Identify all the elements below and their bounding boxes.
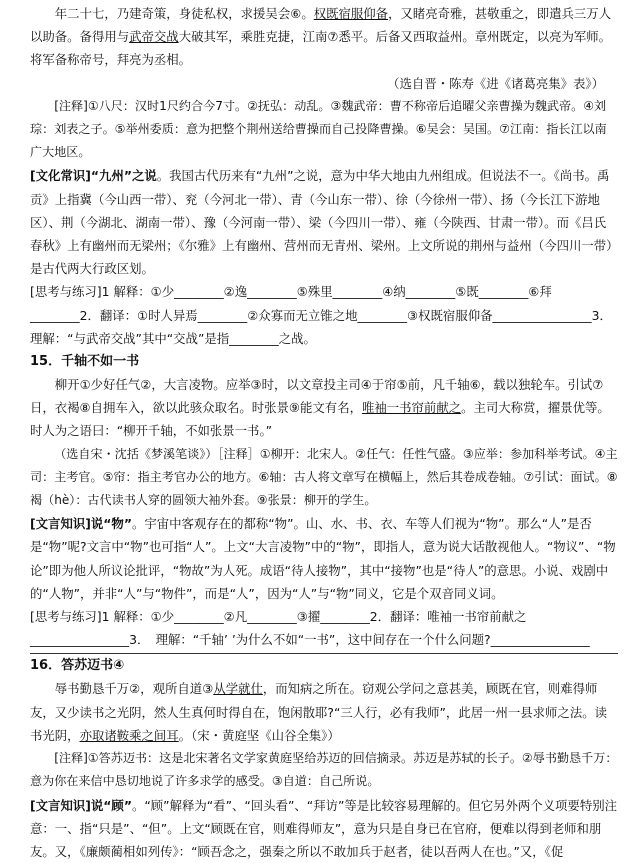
sec16-culture [30,794,618,863]
sec16-underline-2: 亦取诸鞍乘之间耳 [80,728,179,743]
sec15-title: 15．千轴不如一书 [30,350,618,373]
sec14-underline-1: 权既宿服仰备 [314,6,388,21]
sec16-title: 16．答苏迈书④ [30,654,618,677]
sec14-body-c: 大破其军，乘胜克捷，江南⑦悉平。后备又西取益州。章州既定，以亮为军师。将军备称帝号，拜亮为丞相。 [30,29,611,67]
sec16-culture-label: [文言知识]说“顾” [30,798,132,813]
sec16-underline-1: 从学就仕 [213,681,263,696]
sec16-body-b: ，而知病之所在。窃观公学问之意甚美，顾既在官，则难得师友，又少读书之光阴，然人生真何时得自在，饱闲散耶?“三人行，必有我师”，此居一州一县求师之法。读书光阴， [30,681,607,742]
sec16-culture-text: 。“顾”解释为“看”、“回头看”、“拜访”等是比较容易理解的。但它另外两个义项要特别注意：一、指“只是”、“但”。上文“顾既在官，则难得师友”，意为只是自身已在官府，便难以得到老师和朋友。又，《廉颇蔺相如列传》：“顾吾念之，强秦之所以不敢加兵于赵者，徒以吾两人在也。”又，《促 [30,798,617,859]
sec14-notes [30,95,618,165]
sec14-culture-label: [文化常识]“九州”之说 [30,168,157,183]
sec14-body [30,2,618,72]
sec14-underline-2: 武帝交战 [129,29,179,44]
sec16-body [30,677,618,747]
sec15-body-b: 。主司大称赏，擢景优等。时人为之语曰：“柳开千轴，不如张景一书。” [30,400,610,438]
sec15-source-notes: （选自宋・沈括《梦溪笔谈》）［注释］①柳开：北宋人。②任气：任性气盛。③应举：参加科举考试。④主司：主考官。⑤帘：指主考官办公的地方。⑥轴：古人将文章写在横幅上，然后其卷成卷轴。⑦引试：面试。⑧褐（hè）：古代读书人穿的圆领大袖外套。⑨张景：柳开的学生。 [30,443,618,513]
sec15-body [30,373,618,443]
sec15-culture [30,512,618,605]
sec14-culture-text: 。我国古代历来有“九州”之说，意为中华大地由九州组成。但说法不一。《尚书。禹贡》上指冀（今山西一带）、兖（今河北一带）、青（今山东一带）、徐（今徐州一带）、扬（今长江下游地区）、荆（今湖北、湖南一带）、豫（今河南一带）、梁（今四川一带）、雍（今陕西、甘肃一带）。而《吕氏春秋》上有幽州而无梁州；《尔雅》上有幽州、营州而无青州、梁州。上文所说的荆州与益州（今四川一带）是古代两大行政区划。 [30,168,612,276]
sec16-notes: [注释]①答苏迈书：这是北宋著名文学家黄庭坚给苏迈的回信摘录。苏迈是苏轼的长子。②辱书勤恳千万：意为你在来信中恳切地说了许多求学的感受。③自道：自己所说。 [30,747,618,793]
sec14-notes-text: ①八尺：汉时1尺约合今7寸。②抚弘：动乱。③魏武帝：曹不称帝后追曜父亲曹操为魏武帝。④刘琮：刘表之子。⑤举州委质：意为把整个荆州送给曹操而自己投降曹操。⑥吴会：吴国。⑦江南：指长江以南广大地区。 [30,99,607,159]
sec14-body-b: ，又睹亮奇雅，甚敬重之，即遣兵三万人以助备。备得用与 [30,6,611,44]
sec15-exercise: [思考与练习]1 解释：①少________②凡________③擢________2．翻译：唯袖一书帘前献之________________3． 理解：“千轴’ ’为什么不如“一书”，这中间存在一个什么问题?________________ [30,605,618,651]
sec16-body-a: 辱书勤恳千万②，观所自道③ [55,681,214,696]
sec15-culture-label: [文言知识]说“物” [30,516,132,531]
sec14-exercise: [思考与练习]1 解释：①少________②逸________⑤殊里________④纳________⑤既________⑥拜________2．翻译：①时人异焉________②众寡而无立锥之地________③权既宿服仰备________________3．理解：“与武帝交战”其中“交战”是指________之战。 [30,280,618,350]
sec16-body-c: 。（宋・黄庭坚《山谷全集》） [179,728,340,743]
document-page [30,2,618,863]
sec14-notes-label: [注释] [54,99,88,113]
sec14-source: （选自晋・陈寿《进《诸葛亮集》表》） [30,72,618,95]
sec15-culture-text: 。宇宙中客观存在的都称“物”。山、水、书、衣、车等人们视为“物”。那么“人”是否是“物”呢?文言中“物”也可指“人”。上文“大言凌物”中的“物”，即指人，意为说大话散视他人。“物议”、“物论”即为他人所议论批评，“物故”为人死。成语“待人接物”，其中“接物”也是“待人”的意思。小说、戏剧中的“人物”，并非“人”与“物件”，而是“人”，因为“人”与“物”同义，它是个双音同义词。 [30,516,616,601]
sec15-body-a: 柳开①少好任气②，大言凌物。应举③时，以文章投主司④于帘⑤前，凡千轴⑥，载以独轮车。引试⑦日，衣褐⑧自拥车入，欲以此骇众取名。时张景⑨能文有名， [30,377,603,415]
sec15-underline: 唯袖一书帘前献之 [362,400,461,415]
sec14-culture [30,164,618,280]
sec14-body-a: 年二十七，乃建奇策，身徒私权，求援吴会⑥。 [55,6,314,21]
